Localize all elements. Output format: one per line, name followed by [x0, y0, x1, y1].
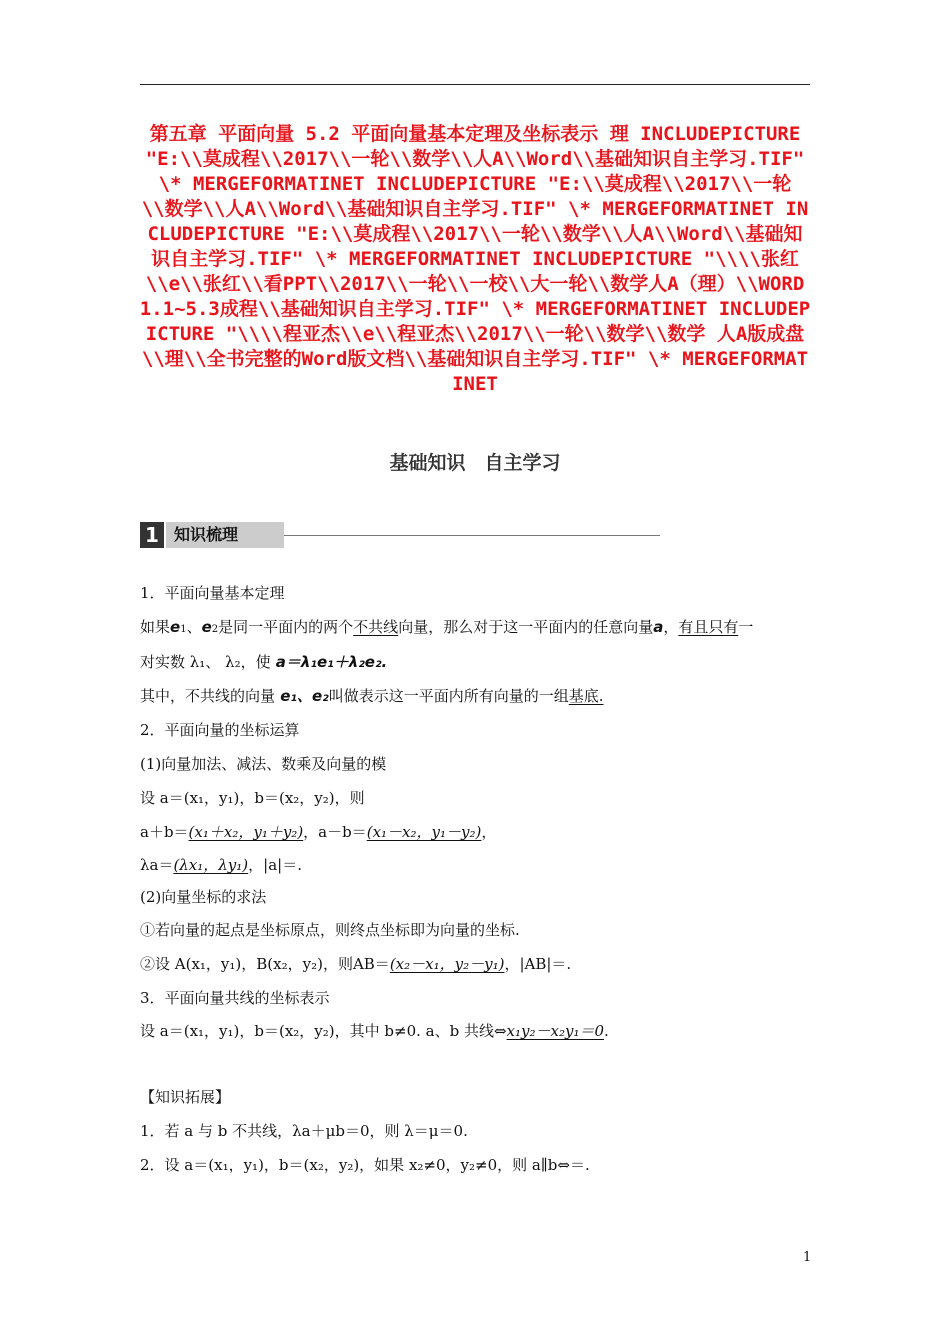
knowledge-banner: [140, 522, 530, 548]
document-title: 第五章 平面向量 5.2 平面向量基本定理及坐标表示 理 INCLUDEPICTURE "E:\\莫成程\\2017\\一轮\\数学\\人A\\Word\\基础知识自主学习.TIF" \* MERGEFORMATINET INCLUDEPICTURE "E:\\莫成程\\2017\\一轮\\数学\\人A\\Word\\基础知识自主学习.TIF" \* MERGEFORMATINET INCLUDEPICTURE "E:\\莫成程\\2017\\一轮\\数学\\人A\\Word\\基础知识自主学习.TIF" \* MERGEFORMATINET INCLUDEPICTURE "\\\\张红\\e\\张红\\看PPT\\2017\\一轮\\一校\\大一轮\\数学人A（理）\\WORD1.1~5.3成程\\基础知识自主学习.TIF" \* MERGEFORMATINET INCLUDEPICTURE "\\\\程亚杰\\e\\程亚杰\\2017\\一轮\\数学\\数学 人A版成盘\\理\\全书完整的Word版文档\\基础知识自主学习.TIF" \* MERGEFORMATINET: [139, 123, 811, 395]
item-3-heading: 3．平面向量共线的坐标表示: [140, 989, 330, 1007]
blank-answer: 有且只有: [678, 618, 739, 636]
section-heading: 基础知识 自主学习: [389, 452, 561, 474]
blank-answer: (x₁－x₂，y₁－y₂): [366, 823, 482, 841]
extension-1: 1．若 a 与 b 不共线，λa＋μb＝0，则 λ＝μ＝0.: [140, 1122, 468, 1140]
text: 对实数 λ₁、 λ₂，使: [140, 653, 271, 671]
vector-a: a: [653, 618, 664, 636]
collinear-condition: [140, 1021, 812, 1041]
text: a＋b＝: [140, 823, 189, 841]
text: 、: [186, 618, 202, 636]
text: ，|AB|＝.: [504, 955, 572, 973]
text: ，: [663, 618, 679, 636]
blank-answer: x₁y₂－x₂y₁＝0: [506, 1022, 605, 1040]
text: ，a－b＝: [303, 823, 367, 841]
text: ②设 A(x₁，y₁)，B(x₂，y₂)，则AB＝: [140, 955, 390, 973]
text: λa＝: [140, 856, 174, 874]
extension-heading: 【知识拓展】: [140, 1088, 231, 1106]
subitem-1: (1)向量加法、减法、数乘及向量的模: [140, 755, 387, 773]
subscript: 2: [211, 624, 219, 635]
banner-number: 1: [140, 522, 164, 548]
blank-answer: (x₁＋x₂，y₁＋y₂): [188, 823, 304, 841]
coord-setup: 设 a＝(x₁，y₁)，b＝(x₂，y₂)，则: [140, 789, 365, 807]
text: ，|a|＝.: [248, 856, 302, 874]
scalar-formula: [140, 855, 812, 875]
add-sub-formula: [140, 822, 812, 842]
rule-1: ①若向量的起点是坐标原点，则终点坐标即为向量的坐标.: [140, 921, 520, 939]
blank-answer: 不共线: [353, 618, 399, 636]
theorem-line-2: [140, 652, 812, 672]
item-2-heading: 2．平面向量的坐标运算: [140, 721, 300, 739]
text: 向量，那么对于这一平面内的任意向量: [398, 618, 654, 636]
text: 设 a＝(x₁，y₁)，b＝(x₂，y₂)，其中 b≠0. a、b 共线⇔: [140, 1022, 507, 1040]
banner-rule: [284, 535, 660, 536]
text: 一: [738, 618, 754, 636]
text: 叫做表示这一平面内所有向量的一组: [328, 687, 569, 705]
blank-answer: (x₂－x₁，y₂－y₁): [389, 955, 505, 973]
banner-label: 知识梳理: [166, 522, 284, 548]
blank-answer: 基底.: [568, 687, 604, 705]
equation: a＝λ₁e₁＋λ₂e₂.: [270, 653, 388, 671]
subitem-2: (2)向量坐标的求法: [140, 888, 267, 906]
theorem-line-3: [140, 686, 812, 706]
text: 其中，不共线的向量: [140, 687, 276, 705]
theorem-line-1: [140, 617, 812, 640]
page-number: 1: [803, 1250, 812, 1265]
subscript: 1: [180, 624, 187, 635]
blank-answer: (λx₁，λy₁): [173, 856, 249, 874]
top-rule: [140, 84, 810, 85]
extension-2: 2．设 a＝(x₁，y₁)，b＝(x₂，y₂)，如果 x₂≠0，y₂≠0，则 a∥b⇔＝.: [140, 1156, 590, 1174]
vector-e2: e: [201, 618, 212, 636]
vector-e1: e: [170, 618, 181, 636]
vectors: e₁、e₂: [275, 687, 329, 705]
text: 是同一平面内的两个: [218, 618, 354, 636]
item-1-heading: 1．平面向量基本定理: [140, 584, 285, 602]
text: ，: [481, 823, 497, 841]
text: .: [604, 1022, 609, 1040]
text: 如果: [140, 618, 171, 636]
rule-2: [140, 954, 812, 974]
